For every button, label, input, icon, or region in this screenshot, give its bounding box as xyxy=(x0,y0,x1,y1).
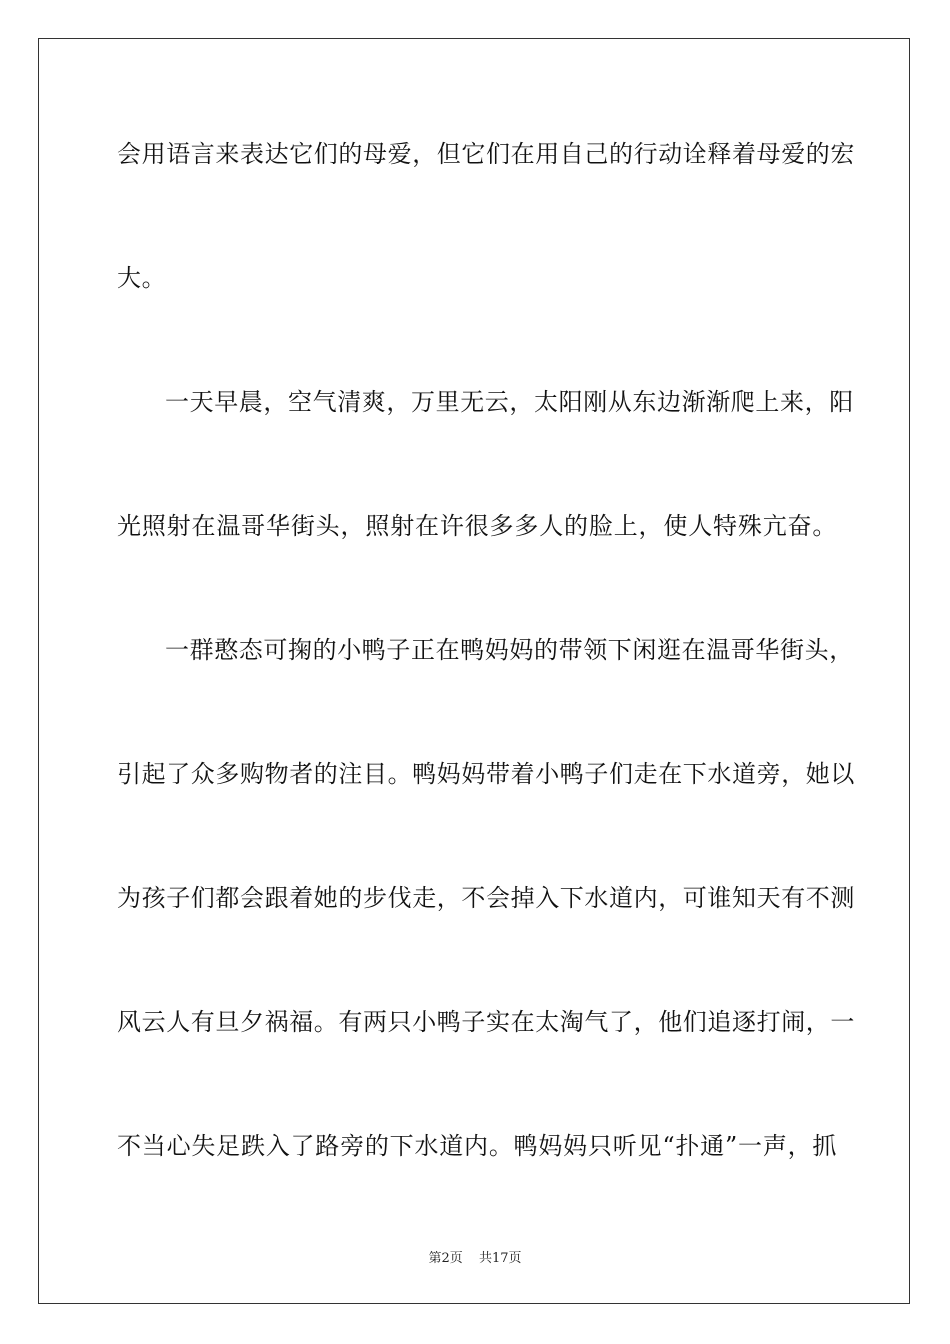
text-line: 一天早晨，空气清爽，万里无云，太阳刚从东边渐渐爬上来，阳 xyxy=(165,388,854,416)
text-line: 一群憨态可掬的小鸭子正在鸭妈妈的带领下闲逛在温哥华街头， xyxy=(165,636,854,664)
text-line: 大。 xyxy=(117,264,167,292)
text-line: 光照射在温哥华街头，照射在许很多多人的脸上，使人特殊亢奋。 xyxy=(117,512,837,540)
page-total: 共17页 xyxy=(478,1251,522,1266)
page-number: 第2页 xyxy=(428,1251,463,1266)
text-line: 会用语言来表达它们的母爱，但它们在用自己的行动诠释着母爱的宏 xyxy=(117,140,855,168)
page-frame xyxy=(38,38,910,1304)
text-line: 风云人有旦夕祸福。有两只小鸭子实在太淘气了，他们追逐打闹，一 xyxy=(117,1008,855,1036)
text-line: 为孩子们都会跟着她的步伐走，不会掉入下水道内，可谁知天有不测 xyxy=(117,884,855,912)
text-line: 不当心失足跌入了路旁的下水道内。鸭妈妈只听见“扑通”一声，抓 xyxy=(117,1132,837,1160)
page-footer xyxy=(0,1247,950,1266)
text-line: 引起了众多购物者的注目。鸭妈妈带着小鸭子们走在下水道旁，她以 xyxy=(117,760,855,788)
